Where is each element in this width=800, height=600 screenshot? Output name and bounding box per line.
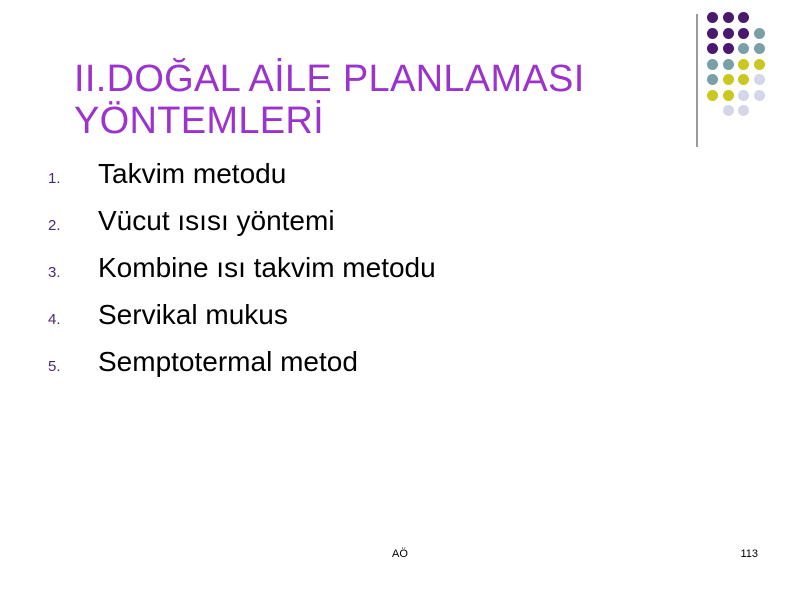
decorative-dot [738,105,749,116]
decorative-dot [707,12,718,23]
list-item-text: Takvim metodu [98,158,287,189]
decorative-dot [723,28,734,39]
method-list [48,158,436,393]
decorative-dot [707,59,718,70]
decorative-dot [723,105,734,116]
decorative-dot [754,59,765,70]
list-item-number: 3. [48,264,61,281]
list-item-text: Kombine ısı takvim metodu [98,252,436,283]
list-item-text: Semptotermal metod [98,346,358,377]
decorative-dot [723,74,734,85]
decorative-dot [707,43,718,54]
list-item-number: 5. [48,358,61,375]
list-item-number: 4. [48,311,61,328]
list-item-text: Vücut ısısı yöntemi [98,205,335,236]
list-item-number: 1. [48,170,61,187]
decorative-dot [723,90,734,101]
decorative-dot [723,43,734,54]
decorative-dot [754,90,765,101]
decorative-dot [738,12,749,23]
list-item [48,346,436,393]
list-item-number: 2. [48,217,61,234]
decorative-dot [754,74,765,85]
list-item-text: Servikal mukus [98,299,288,330]
decorative-dot [707,74,718,85]
slide-title: II.DOĞAL AİLE PLANLAMASI YÖNTEMLERİ [74,58,585,142]
decorative-dot [723,59,734,70]
list-item [48,252,436,299]
list-item [48,205,436,252]
list-item [48,158,436,205]
decorative-dot [707,28,718,39]
decorative-dot [738,59,749,70]
decorative-dot [754,43,765,54]
decorative-dot [738,90,749,101]
footer-author: AÖ [392,548,408,560]
decorative-dot [723,12,734,23]
list-item [48,299,436,346]
decorative-dot [754,28,765,39]
decorative-dot [738,28,749,39]
decorative-dot [738,43,749,54]
decorative-dot [738,74,749,85]
decorative-dot [707,90,718,101]
footer-page-number: 113 [740,548,758,560]
